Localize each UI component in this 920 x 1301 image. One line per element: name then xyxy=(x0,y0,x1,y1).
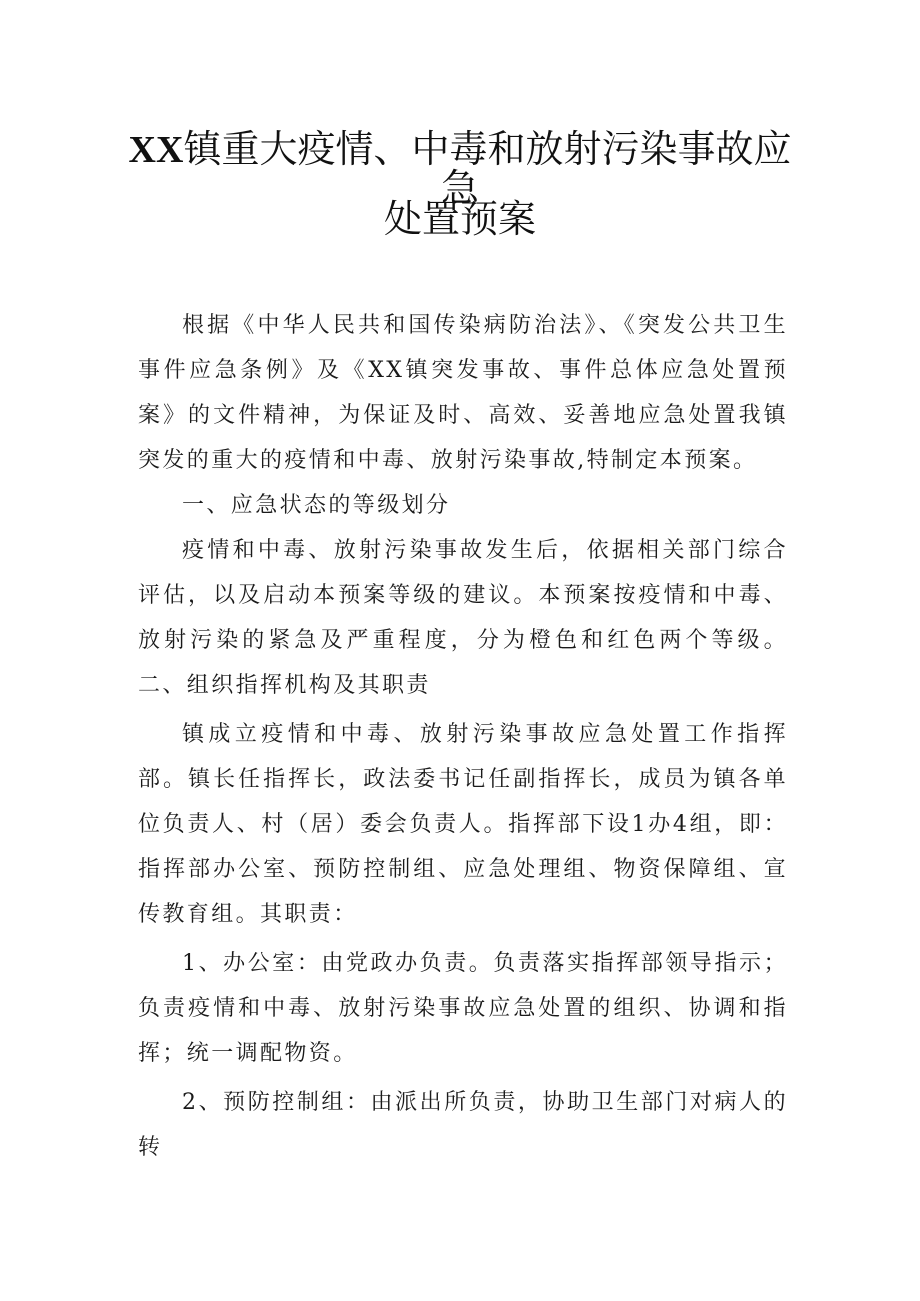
title-town-placeholder: XX xyxy=(128,129,184,171)
document-title-line-2: 处置预案 xyxy=(383,197,536,241)
paragraph-office-duties: 1、办公室：由党政办负责。负责落实指挥部领导指示；负责疫情和中毒、放射污染事故应急处置的组织、协调和指挥；统一调配物资。 xyxy=(138,951,788,1066)
document-body xyxy=(138,303,788,1170)
paragraph-emergency-levels: 疫情和中毒、放射污染事故发生后，依据相关部门综合评估，以及启动本预案等级的建议。本预案按疫情和中毒、放射污染的紧急及严重程度，分为橙色和红色两个等级。二、组织指挥机构及其职责 xyxy=(138,538,788,698)
paragraph-prevention-control: 2、预防控制组：由派出所负责，协助卫生部门对病人的转 xyxy=(138,1090,788,1160)
title-line-1-text: 镇重大疫情、中毒和放射污染事故应急 xyxy=(183,127,792,210)
paragraph-preamble: 根据《中华人民共和国传染病防治法》、《突发公共卫生事件应急条例》及《XX镇突发事故、事件总体应急处置预案》的文件精神，为保证及时、高效、妥善地应急处置我镇突发的重大的疫情和中毒、放射污染事故,特制定本预案。 xyxy=(138,313,788,473)
document-title-line-1 xyxy=(120,127,800,210)
section-heading-emergency-levels: 一、应急状态的等级划分 xyxy=(182,493,451,518)
paragraph-command-structure: 镇成立疫情和中毒、放射污染事故应急处置工作指挥部。镇长任指挥长，政法委书记任副指挥长，成员为镇各单位负责人、村（居）委会负责人。指挥部下设1办4组，即：指挥部办公室、预防控制组、应急处理组、物资保障组、宣传教育组。其职责： xyxy=(138,722,788,927)
